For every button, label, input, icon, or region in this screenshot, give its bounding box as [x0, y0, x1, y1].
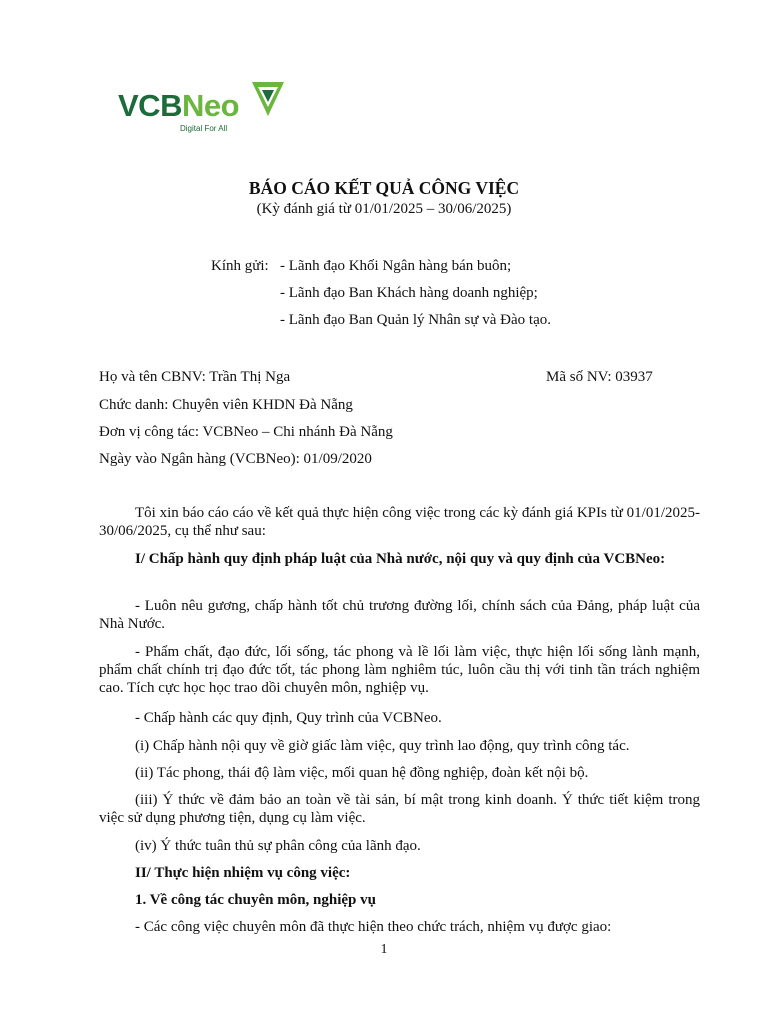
paragraph-7: (iv) Ý thức tuân thủ sự phân công của lãnh đạo. — [135, 838, 421, 854]
subsection-1-heading: 1. Về công tác chuyên môn, nghiệp vụ — [135, 892, 376, 908]
logo-wordmark — [118, 88, 239, 124]
logo-v-shield-icon — [251, 76, 285, 120]
addressee-line-1: - Lãnh đạo Khối Ngân hàng bán buôn; — [280, 258, 512, 274]
paragraph-6: (iii) Ý thức về đảm bảo an toàn về tài sản, bí mật trong kinh doanh. Ý thức tiết kiệm trong việc sử dụng phương tiện, dụng cụ làm việc. — [99, 792, 700, 826]
page-number: 1 — [380, 942, 388, 957]
addressee-label: Kính gửi: — [211, 258, 269, 274]
addressee-line-3: - Lãnh đạo Ban Quản lý Nhân sự và Đào tạo. — [280, 312, 551, 328]
paragraph-4: (i) Chấp hành nội quy về giờ giấc làm việc, quy trình lao động, quy trình công tác. — [135, 738, 630, 754]
section-1-heading: I/ Chấp hành quy định pháp luật của Nhà nước, nội quy và quy định của VCBNeo: — [135, 551, 666, 567]
section-2-heading: II/ Thực hiện nhiệm vụ công việc: — [135, 865, 351, 881]
report-title: BÁO CÁO KẾT QUẢ CÔNG VIỆC — [248, 178, 520, 198]
report-period: (Kỳ đánh giá từ 01/01/2025 – 30/06/2025) — [256, 201, 512, 217]
intro-paragraph: Tôi xin báo cáo cáo về kết quả thực hiện công việc trong các kỳ đánh giá KPIs từ 01/01/2025-30/06/2025, cụ thể như sau: — [99, 505, 700, 539]
vcbneo-logo — [118, 76, 288, 136]
employee-name: Họ và tên CBNV: Trần Thị Nga — [99, 369, 291, 385]
addressee-line-2: - Lãnh đạo Ban Khách hàng doanh nghiệp; — [280, 285, 538, 301]
paragraph-3: - Chấp hành các quy định, Quy trình của VCBNeo. — [135, 710, 442, 726]
employee-join-date: Ngày vào Ngân hàng (VCBNeo): 01/09/2020 — [99, 451, 372, 467]
employee-id: Mã số NV: 03937 — [546, 369, 653, 385]
logo-tagline: Digital For All — [180, 124, 228, 133]
employee-title: Chức danh: Chuyên viên KHDN Đà Nẵng — [99, 397, 353, 413]
logo-wordmark-vcb: VCB — [118, 88, 182, 123]
paragraph-8: - Các công việc chuyên môn đã thực hiện theo chức trách, nhiệm vụ được giao: — [135, 919, 612, 935]
paragraph-5: (ii) Tác phong, thái độ làm việc, mối quan hệ đồng nghiệp, đoàn kết nội bộ. — [135, 765, 589, 781]
employee-unit: Đơn vị công tác: VCBNeo – Chi nhánh Đà Nẵng — [99, 424, 393, 440]
paragraph-2: - Phẩm chất, đạo đức, lối sống, tác phong và lề lối làm việc, thực hiện lối sống lành mạnh, phẩm chất chính trị đạo đức tốt, tác phong làm nghiêm túc, luôn cầu thị với tinh tần trách nghiệm cao. Tích cực học học trao dồi chuyên môn, nghiệp vụ. — [99, 644, 700, 696]
paragraph-1: - Luôn nêu gương, chấp hành tốt chủ trương đường lối, chính sách của Đảng, pháp luật của Nhà Nước. — [99, 598, 700, 632]
logo-wordmark-neo: Neo — [181, 88, 240, 123]
